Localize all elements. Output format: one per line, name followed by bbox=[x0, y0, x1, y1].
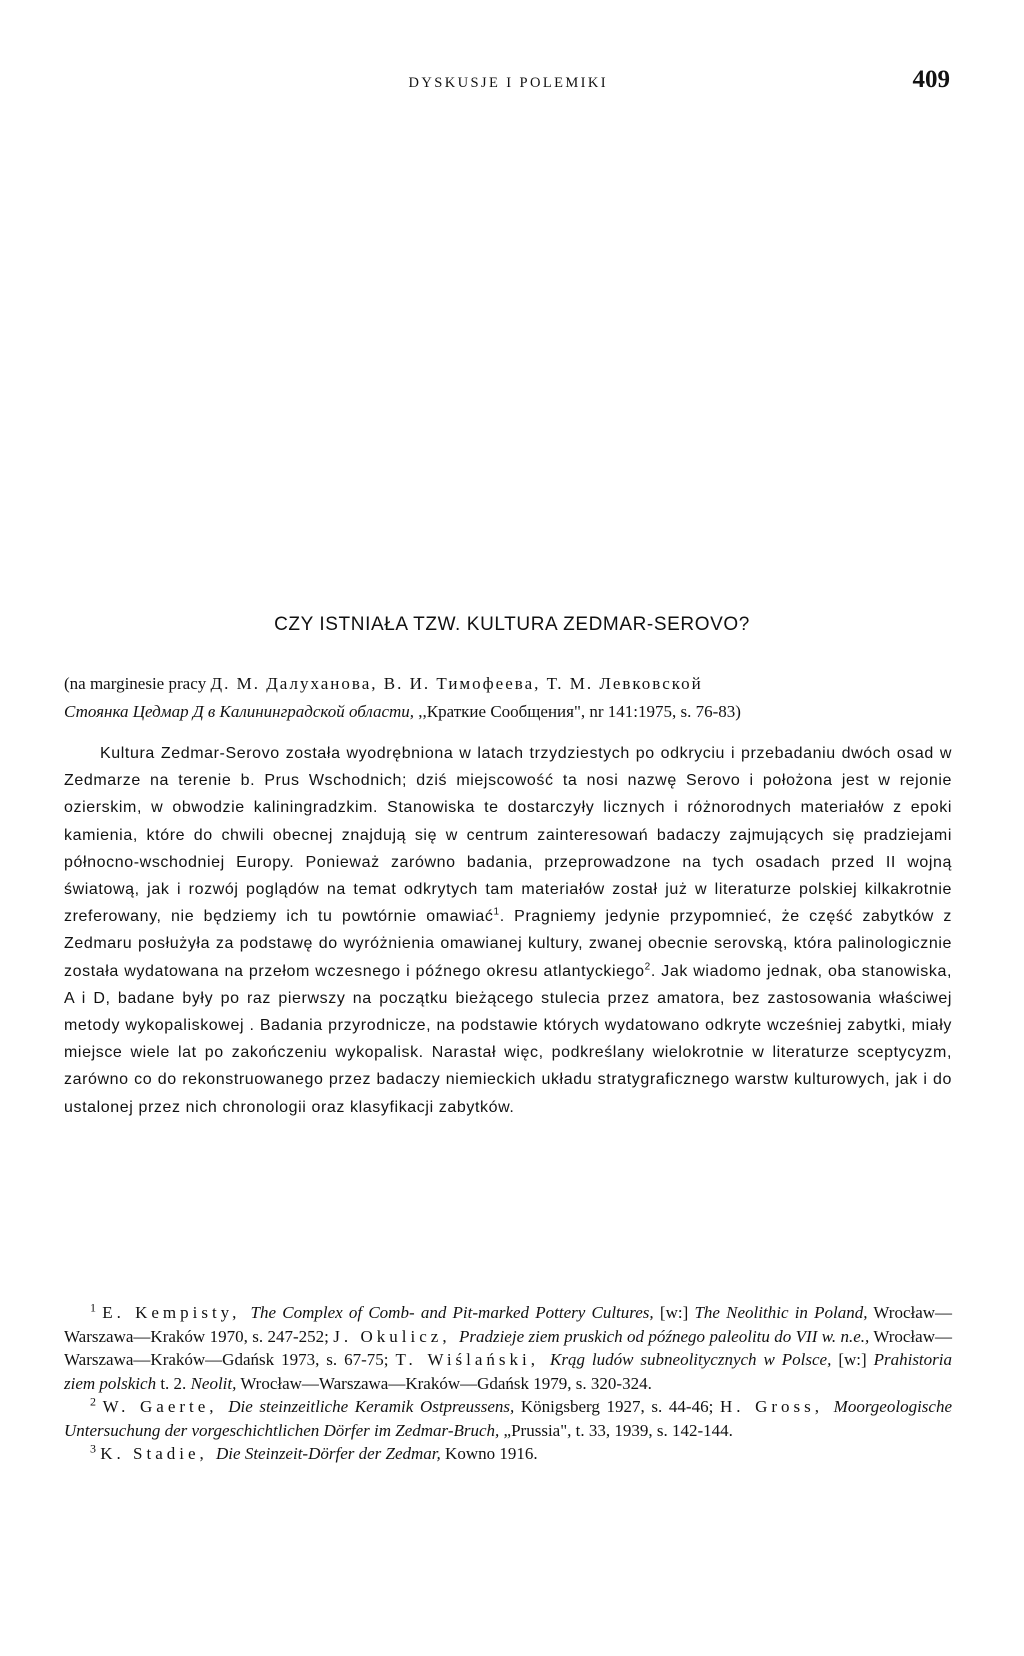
footnote-title: The Complex of Comb- and Pit-marked Pottery Cultures, bbox=[250, 1303, 654, 1322]
footnote-author: W. Gaerte, bbox=[102, 1397, 229, 1416]
footnote-title: Prahistoria ziem polskich bbox=[64, 1350, 952, 1393]
article-body bbox=[64, 670, 952, 1121]
margin-note-prefix: (na marginesie pracy bbox=[64, 674, 211, 693]
footnote-ref-2[interactable]: 2 bbox=[644, 961, 651, 973]
footnote-title: Krąg ludów subneolitycznych w Polsce, bbox=[549, 1350, 832, 1369]
footnote-2 bbox=[64, 1395, 952, 1442]
footnote-number: 3 bbox=[90, 1441, 96, 1456]
footnote-number: 2 bbox=[90, 1394, 96, 1409]
footnote-title: Neolit, bbox=[190, 1373, 237, 1393]
footnote-author: H. Gross, bbox=[719, 1397, 834, 1416]
footnote-source: Kowno 1916. bbox=[440, 1444, 538, 1463]
footnote-source: Königsberg 1927, s. 44-46; bbox=[514, 1397, 720, 1416]
footnote-title: Pradzieje ziem pruskich od późnego paleolitu do VII w. n.e., bbox=[458, 1326, 870, 1346]
footnote-ref-1[interactable]: 1 bbox=[493, 906, 500, 918]
body-paragraph bbox=[64, 740, 952, 1121]
footnote-title: Moorgeologische Untersuchung der vorgeschichtlichen Dörfer im Zedmar-Bruch, bbox=[64, 1397, 953, 1440]
body-text-2: . Pragniemy jedynie przypomnieć, że część zabytków z Zedmaru posłużyła za podstawę do wyróżnienia omawianej kultury, zwanej obecnie serovską, która palinologicznie została wydatowana na przełom wczesnego i późnego okresu atlantyckiego bbox=[64, 908, 952, 980]
body-text-1: Kultura Zedmar-Serovo została wyodrębniona w latach trzydziestych po odkryciu i przebadaniu dwóch osad w Zedmarze na terenie b. Prus Wschodnich; dziś miejscowość ta nosi nazwę Serovo i położona jest w rejonie ozierskim, w obwodzie kaliningradzkim. Stanowiska te dostarczyły licznych i różnorodnych materiałów z epoki kamienia, które do chwili obecnej znajdują się w centrum zainteresowań badaczy zajmujących się pradziejami północno-wschodniej Europy. Ponieważ zarówno badania, przeprowadzone na tych osadach przed II wojną światową, jak i rozwój poglądów na temat odkrytych tam materiałów został już w literaturze polskiej kilkakrotnie zreferowany, nie będziemy ich tu powtórnie omawiać bbox=[64, 745, 952, 926]
margin-note bbox=[64, 670, 952, 726]
footnote-author: T. Wiślański, bbox=[395, 1350, 550, 1369]
cited-work-title: Стоянка Цедмар Д в Калининградской области, bbox=[64, 702, 415, 721]
footnote-number: 1 bbox=[90, 1300, 96, 1315]
cited-authors: Д. М. Далуханова, В. И. Тимофеева, Т. М. Левковской bbox=[210, 674, 703, 693]
footnotes bbox=[64, 1301, 952, 1466]
footnote-source: t. 2. bbox=[156, 1373, 191, 1393]
footnote-source: [w:] bbox=[831, 1350, 874, 1369]
footnote-title: The Neolithic in Poland, bbox=[694, 1303, 868, 1322]
body-text-3: . Jak wiadomo jednak, oba stanowiska, A i D, badane były po raz pierwszy na początku bieżącego stulecia przez amatora, bez zastosowania właściwej metody wykopaliskowej . Badania przyrodnicze, na podstawie których wydatowano odkryte wcześniej zabytki, miały miejsce wiele lat po zakończeniu wykopalisk. Narastał więc, podkreślany wielokrotnie w literaturze sceptycyzm, zarówno co do rekonstruowanego przez badaczy niemieckich układu stratygraficznego warstw kulturowych, jak i do ustalonej przez nich chronologii oraz klasyfikacji zabytków. bbox=[64, 962, 953, 1116]
page-number: 409 bbox=[912, 66, 950, 93]
footnote-3 bbox=[64, 1442, 952, 1466]
article-title: CZY ISTNIAŁA TZW. KULTURA ZEDMAR-SEROVO? bbox=[274, 614, 750, 635]
footnote-source: Wrocław—Warszawa—Kraków—Gdańsk 1973, s. 67-75; bbox=[64, 1326, 952, 1369]
footnote-title: Die Steinzeit-Dörfer der Zedmar, bbox=[216, 1444, 441, 1463]
cited-journal: ,,Краткие Сообщения", nr 141:1975, s. 76-83) bbox=[414, 702, 741, 721]
footnote-author: J. Okulicz, bbox=[333, 1326, 459, 1346]
footnote-1 bbox=[64, 1301, 952, 1395]
page-header bbox=[64, 66, 950, 94]
footnote-source: „Prussia", t. 33, 1939, s. 142-144. bbox=[499, 1420, 733, 1440]
footnote-title: Die steinzeitliche Keramik Ostpreussens, bbox=[228, 1397, 515, 1416]
running-head: DYSKUSJE I POLEMIKI bbox=[408, 75, 608, 91]
footnote-source: Wrocław—Warszawa—Kraków—Gdańsk 1979, s. 320-324. bbox=[236, 1373, 652, 1393]
footnote-author: K. Stadie, bbox=[100, 1444, 217, 1463]
footnote-author: E. Kempisty, bbox=[102, 1303, 251, 1322]
footnote-source: Wrocław—Warszawa—Kraków 1970, s. 247-252; bbox=[64, 1303, 953, 1346]
footnote-source: [w:] bbox=[653, 1303, 695, 1322]
